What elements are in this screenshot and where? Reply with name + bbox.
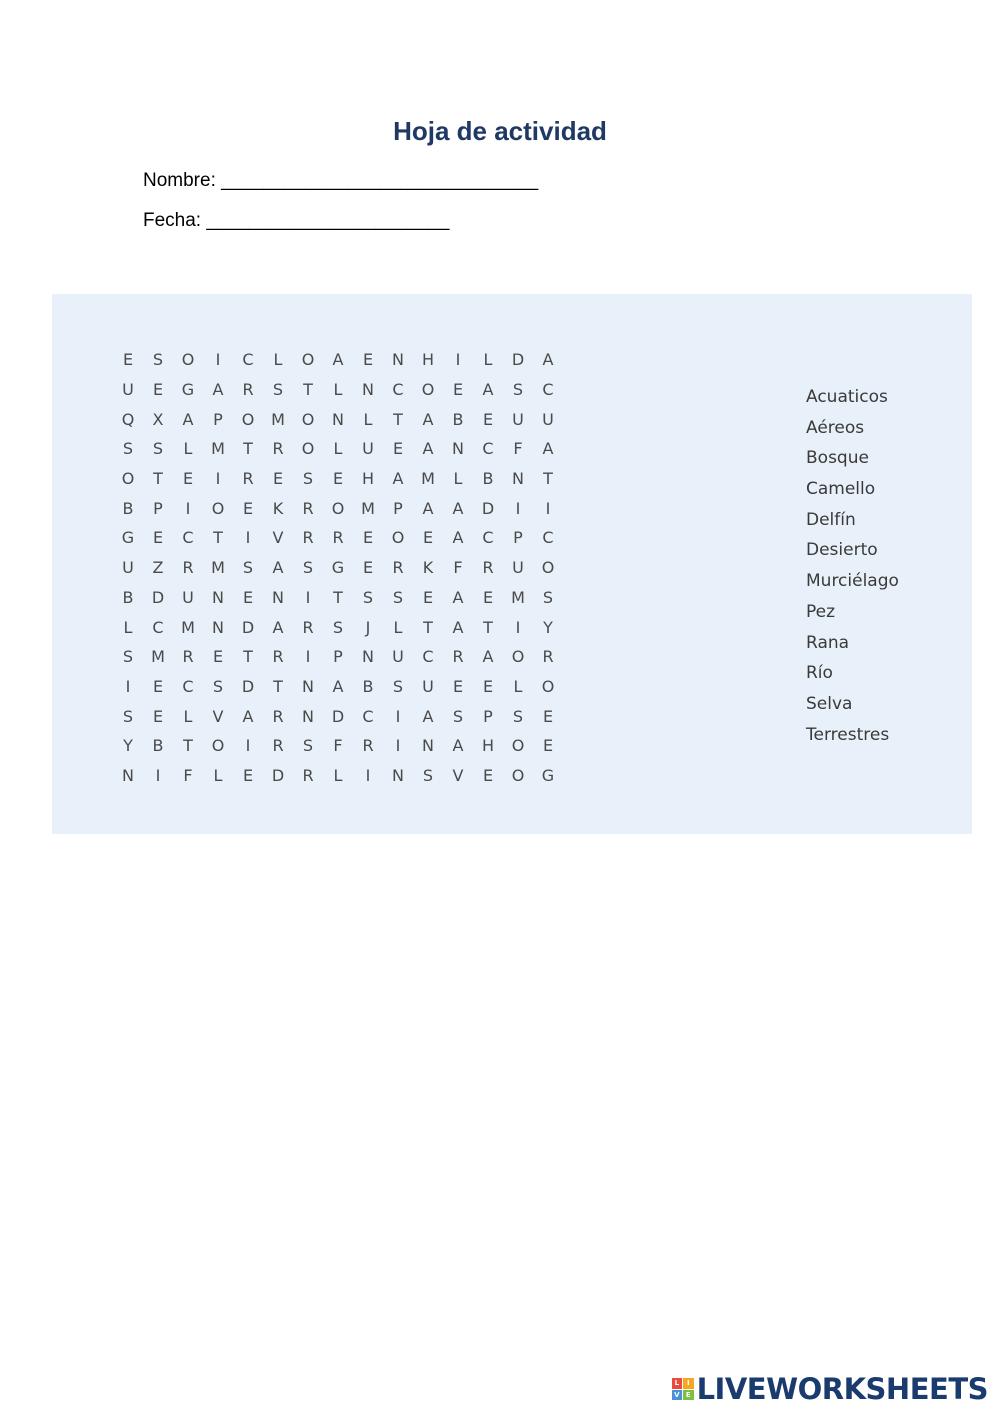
grid-cell[interactable]: Z bbox=[152, 558, 164, 578]
grid-cell[interactable]: C bbox=[392, 380, 404, 400]
grid-cell[interactable]: V bbox=[212, 706, 224, 726]
grid-cell[interactable]: C bbox=[422, 647, 434, 667]
grid-cell[interactable]: C bbox=[182, 676, 194, 696]
grid-cell[interactable]: M bbox=[421, 469, 435, 489]
grid-cell[interactable]: I bbox=[245, 736, 251, 756]
grid-cell[interactable]: S bbox=[392, 587, 404, 607]
grid-cell[interactable]: R bbox=[302, 617, 314, 637]
grid-cell[interactable]: C bbox=[182, 528, 194, 548]
grid-row bbox=[113, 375, 563, 405]
grid-cell[interactable]: U bbox=[122, 558, 134, 578]
grid-cell[interactable]: J bbox=[365, 617, 371, 637]
grid-cell[interactable]: L bbox=[213, 765, 223, 785]
grid-row bbox=[113, 523, 563, 553]
grid-cell[interactable]: C bbox=[152, 617, 164, 637]
grid-cell[interactable]: A bbox=[272, 617, 284, 637]
word-list-item: Bosque bbox=[806, 448, 869, 469]
grid-cell[interactable]: A bbox=[482, 647, 494, 667]
word-search-grid[interactable] bbox=[113, 345, 563, 790]
word-list-item: Río bbox=[806, 663, 833, 684]
grid-cell[interactable]: I bbox=[515, 617, 521, 637]
grid-cell[interactable]: A bbox=[542, 350, 554, 370]
word-list-item: Murciélago bbox=[806, 571, 899, 592]
grid-cell[interactable]: E bbox=[152, 528, 164, 548]
grid-row bbox=[113, 434, 563, 464]
grid-cell[interactable]: I bbox=[395, 706, 401, 726]
grid-cell[interactable]: A bbox=[422, 439, 434, 459]
grid-cell[interactable]: P bbox=[483, 706, 493, 726]
grid-cell[interactable]: O bbox=[181, 350, 195, 370]
grid-cell[interactable]: N bbox=[332, 409, 344, 429]
grid-cell[interactable]: S bbox=[242, 558, 254, 578]
grid-cell[interactable]: U bbox=[542, 409, 554, 429]
grid-cell[interactable]: O bbox=[211, 498, 225, 518]
grid-cell[interactable]: O bbox=[511, 765, 525, 785]
grid-cell[interactable]: F bbox=[333, 736, 343, 756]
grid-cell[interactable]: S bbox=[422, 765, 434, 785]
grid-cell[interactable]: B bbox=[122, 498, 134, 518]
grid-cell[interactable]: U bbox=[122, 380, 134, 400]
grid-cell[interactable]: I bbox=[215, 350, 221, 370]
grid-cell[interactable]: S bbox=[362, 587, 374, 607]
grid-cell[interactable]: E bbox=[542, 706, 554, 726]
grid-cell[interactable]: S bbox=[122, 647, 134, 667]
grid-cell[interactable]: E bbox=[152, 706, 164, 726]
grid-cell[interactable]: G bbox=[331, 558, 345, 578]
grid-cell[interactable]: I bbox=[155, 765, 161, 785]
grid-cell[interactable]: R bbox=[272, 647, 284, 667]
grid-cell[interactable]: A bbox=[452, 736, 464, 756]
grid-cell[interactable]: L bbox=[363, 409, 373, 429]
liveworksheets-logo-icon bbox=[672, 1378, 694, 1400]
grid-cell[interactable]: L bbox=[393, 617, 403, 637]
grid-cell[interactable]: B bbox=[122, 587, 134, 607]
grid-cell[interactable]: S bbox=[302, 558, 314, 578]
grid-cell[interactable]: C bbox=[362, 706, 374, 726]
grid-cell[interactable]: E bbox=[482, 409, 494, 429]
name-field[interactable]: Nombre: ______________________________ bbox=[143, 170, 539, 191]
grid-cell[interactable]: D bbox=[241, 676, 255, 696]
grid-cell[interactable]: B bbox=[362, 676, 374, 696]
grid-cell[interactable]: N bbox=[362, 380, 374, 400]
grid-cell[interactable]: O bbox=[541, 558, 555, 578]
grid-cell[interactable]: A bbox=[452, 617, 464, 637]
grid-row bbox=[113, 731, 563, 761]
grid-cell[interactable]: A bbox=[422, 706, 434, 726]
grid-cell[interactable]: M bbox=[211, 439, 225, 459]
grid-cell[interactable]: R bbox=[182, 558, 194, 578]
grid-cell[interactable]: E bbox=[122, 350, 134, 370]
grid-cell[interactable]: N bbox=[422, 736, 434, 756]
grid-row bbox=[113, 404, 563, 434]
grid-cell[interactable]: N bbox=[512, 469, 524, 489]
grid-cell[interactable]: L bbox=[483, 350, 493, 370]
word-list-item: Delfín bbox=[806, 509, 856, 530]
grid-cell[interactable]: N bbox=[392, 765, 404, 785]
grid-cell[interactable]: A bbox=[452, 528, 464, 548]
grid-cell[interactable]: H bbox=[481, 736, 495, 756]
grid-cell[interactable]: E bbox=[392, 439, 404, 459]
grid-cell[interactable]: M bbox=[211, 558, 225, 578]
grid-cell[interactable]: O bbox=[211, 736, 225, 756]
grid-cell[interactable]: C bbox=[542, 528, 554, 548]
grid-cell[interactable]: V bbox=[452, 765, 464, 785]
grid-row bbox=[113, 761, 563, 791]
grid-cell[interactable]: F bbox=[513, 439, 523, 459]
grid-cell[interactable]: S bbox=[272, 380, 284, 400]
word-list-item: Camello bbox=[806, 479, 876, 500]
grid-cell[interactable]: O bbox=[511, 647, 525, 667]
grid-cell[interactable]: E bbox=[422, 587, 434, 607]
grid-cell[interactable]: F bbox=[453, 558, 463, 578]
grid-cell[interactable]: I bbox=[545, 498, 551, 518]
grid-cell[interactable]: E bbox=[242, 765, 254, 785]
grid-cell[interactable]: R bbox=[272, 706, 284, 726]
grid-cell[interactable]: E bbox=[422, 528, 434, 548]
grid-cell[interactable]: A bbox=[212, 380, 224, 400]
logo-tile: E bbox=[683, 1390, 694, 1401]
word-list-item: Aéreos bbox=[806, 417, 865, 438]
word-list-item: Acuaticos bbox=[806, 387, 888, 407]
grid-cell[interactable]: B bbox=[152, 736, 164, 756]
grid-cell[interactable]: E bbox=[242, 498, 254, 518]
grid-cell[interactable]: N bbox=[302, 706, 314, 726]
grid-cell[interactable]: S bbox=[542, 587, 554, 607]
grid-cell[interactable]: S bbox=[392, 676, 404, 696]
grid-cell[interactable]: E bbox=[152, 676, 164, 696]
grid-cell[interactable]: N bbox=[362, 647, 374, 667]
grid-cell[interactable]: R bbox=[272, 736, 284, 756]
grid-cell[interactable]: S bbox=[122, 439, 134, 459]
grid-row bbox=[113, 493, 563, 523]
grid-cell[interactable]: O bbox=[541, 676, 555, 696]
grid-cell[interactable]: Y bbox=[543, 617, 553, 637]
grid-cell[interactable]: I bbox=[365, 765, 371, 785]
grid-cell[interactable]: L bbox=[333, 380, 343, 400]
grid-cell[interactable]: N bbox=[452, 439, 464, 459]
grid-cell[interactable]: U bbox=[422, 676, 434, 696]
grid-cell[interactable]: E bbox=[452, 380, 464, 400]
grid-row bbox=[113, 583, 563, 613]
grid-row bbox=[113, 553, 563, 583]
word-list-item: Pez bbox=[806, 601, 836, 622]
grid-cell[interactable]: F bbox=[183, 765, 193, 785]
page-title: Hoja de actividad bbox=[393, 116, 607, 146]
date-field[interactable]: Fecha: _______________________ bbox=[143, 210, 450, 231]
grid-cell[interactable]: R bbox=[182, 647, 194, 667]
grid-cell[interactable]: U bbox=[512, 409, 524, 429]
liveworksheets-brand bbox=[672, 1372, 988, 1406]
grid-cell[interactable]: O bbox=[241, 409, 255, 429]
grid-cell[interactable]: S bbox=[212, 676, 224, 696]
grid-row bbox=[113, 642, 563, 672]
logo-tile: V bbox=[672, 1390, 683, 1401]
grid-cell[interactable]: A bbox=[332, 676, 344, 696]
grid-cell[interactable]: I bbox=[215, 469, 221, 489]
grid-cell[interactable]: B bbox=[482, 469, 494, 489]
grid-cell[interactable]: T bbox=[483, 617, 493, 637]
grid-cell[interactable]: E bbox=[482, 587, 494, 607]
grid-cell[interactable]: I bbox=[305, 647, 311, 667]
grid-cell[interactable]: T bbox=[243, 647, 253, 667]
grid-cell[interactable]: R bbox=[272, 439, 284, 459]
grid-cell[interactable]: T bbox=[213, 528, 223, 548]
grid-cell[interactable]: D bbox=[241, 617, 255, 637]
grid-cell[interactable]: C bbox=[542, 380, 554, 400]
grid-cell[interactable]: S bbox=[452, 706, 464, 726]
word-list-item: Desierto bbox=[806, 540, 878, 561]
grid-cell[interactable]: D bbox=[331, 706, 345, 726]
grid-cell[interactable]: N bbox=[212, 617, 224, 637]
grid-cell[interactable]: O bbox=[301, 350, 315, 370]
grid-cell[interactable]: C bbox=[242, 350, 254, 370]
grid-cell[interactable]: S bbox=[512, 380, 524, 400]
grid-cell[interactable]: K bbox=[422, 558, 434, 578]
grid-cell[interactable]: P bbox=[513, 528, 523, 548]
grid-cell[interactable]: E bbox=[542, 736, 554, 756]
grid-cell[interactable]: E bbox=[152, 380, 164, 400]
grid-cell[interactable]: N bbox=[392, 350, 404, 370]
grid-cell[interactable]: M bbox=[361, 498, 375, 518]
grid-cell[interactable]: C bbox=[482, 439, 494, 459]
grid-cell[interactable]: R bbox=[392, 558, 404, 578]
grid-cell[interactable]: D bbox=[481, 498, 495, 518]
grid-cell[interactable]: E bbox=[362, 350, 374, 370]
grid-cell[interactable]: I bbox=[125, 676, 131, 696]
grid-row bbox=[113, 701, 563, 731]
logo-tile: I bbox=[683, 1378, 694, 1389]
grid-cell[interactable]: R bbox=[242, 380, 254, 400]
grid-cell[interactable]: H bbox=[361, 469, 375, 489]
grid-cell[interactable]: X bbox=[152, 409, 164, 429]
grid-cell[interactable]: R bbox=[482, 558, 494, 578]
grid-cell[interactable]: R bbox=[242, 469, 254, 489]
grid-cell[interactable]: T bbox=[303, 380, 313, 400]
grid-cell[interactable]: B bbox=[452, 409, 464, 429]
grid-cell[interactable]: M bbox=[271, 409, 285, 429]
grid-cell[interactable]: A bbox=[542, 439, 554, 459]
grid-cell[interactable]: S bbox=[152, 350, 164, 370]
grid-cell[interactable]: L bbox=[333, 765, 343, 785]
grid-cell[interactable]: R bbox=[302, 765, 314, 785]
grid-cell[interactable]: G bbox=[181, 380, 195, 400]
grid-cell[interactable]: L bbox=[513, 676, 523, 696]
grid-cell[interactable]: O bbox=[391, 528, 405, 548]
logo-tile: L bbox=[672, 1378, 683, 1389]
grid-cell[interactable]: P bbox=[393, 498, 403, 518]
word-list-item: Rana bbox=[806, 632, 850, 653]
grid-cell[interactable]: T bbox=[423, 617, 433, 637]
grid-cell[interactable]: A bbox=[482, 380, 494, 400]
grid-cell[interactable]: E bbox=[482, 765, 494, 785]
grid-cell[interactable]: O bbox=[421, 380, 435, 400]
word-list bbox=[806, 382, 899, 750]
grid-cell[interactable]: A bbox=[452, 587, 464, 607]
grid-cell[interactable]: G bbox=[541, 765, 555, 785]
grid-cell[interactable]: U bbox=[392, 647, 404, 667]
grid-cell[interactable]: E bbox=[182, 469, 194, 489]
grid-cell[interactable]: N bbox=[302, 676, 314, 696]
grid-cell[interactable]: T bbox=[153, 469, 163, 489]
grid-cell[interactable]: G bbox=[121, 528, 135, 548]
grid-row bbox=[113, 464, 563, 494]
grid-cell[interactable]: T bbox=[273, 676, 283, 696]
grid-cell[interactable]: O bbox=[301, 409, 315, 429]
grid-cell[interactable]: N bbox=[122, 765, 134, 785]
grid-cell[interactable]: I bbox=[515, 498, 521, 518]
grid-cell[interactable]: O bbox=[331, 498, 345, 518]
grid-cell[interactable]: A bbox=[272, 558, 284, 578]
grid-cell[interactable]: E bbox=[362, 558, 374, 578]
grid-cell[interactable]: U bbox=[362, 439, 374, 459]
grid-cell[interactable]: R bbox=[362, 736, 374, 756]
grid-cell[interactable]: E bbox=[242, 587, 254, 607]
grid-cell[interactable]: S bbox=[332, 617, 344, 637]
grid-cell[interactable]: S bbox=[302, 469, 314, 489]
grid-cell[interactable]: P bbox=[333, 647, 343, 667]
grid-cell[interactable]: R bbox=[542, 647, 554, 667]
word-list-item: Selva bbox=[806, 693, 853, 714]
grid-cell[interactable]: O bbox=[121, 469, 135, 489]
grid-cell[interactable]: Q bbox=[121, 409, 135, 429]
grid-cell[interactable]: S bbox=[152, 439, 164, 459]
grid-cell[interactable]: I bbox=[245, 528, 251, 548]
grid-cell[interactable]: T bbox=[183, 736, 193, 756]
grid-cell[interactable]: T bbox=[243, 439, 253, 459]
grid-cell[interactable]: A bbox=[422, 498, 434, 518]
grid-cell[interactable]: L bbox=[273, 350, 283, 370]
grid-cell[interactable]: A bbox=[242, 706, 254, 726]
grid-cell[interactable]: D bbox=[151, 587, 165, 607]
grid-cell[interactable]: P bbox=[153, 498, 163, 518]
grid-cell[interactable]: I bbox=[395, 736, 401, 756]
grid-cell[interactable]: R bbox=[302, 528, 314, 548]
grid-cell[interactable]: E bbox=[272, 469, 284, 489]
grid-cell[interactable]: I bbox=[305, 587, 311, 607]
grid-row bbox=[113, 672, 563, 702]
grid-cell[interactable]: A bbox=[392, 469, 404, 489]
grid-cell[interactable]: O bbox=[511, 736, 525, 756]
grid-cell[interactable]: I bbox=[185, 498, 191, 518]
grid-cell[interactable]: P bbox=[213, 409, 223, 429]
grid-cell[interactable]: D bbox=[271, 765, 285, 785]
grid-cell[interactable]: I bbox=[455, 350, 461, 370]
grid-cell[interactable]: S bbox=[122, 706, 134, 726]
grid-cell[interactable]: U bbox=[182, 587, 194, 607]
grid-cell[interactable]: D bbox=[511, 350, 525, 370]
grid-cell[interactable]: R bbox=[452, 647, 464, 667]
grid-cell[interactable]: M bbox=[151, 647, 165, 667]
grid-cell[interactable]: C bbox=[482, 528, 494, 548]
grid-cell[interactable]: E bbox=[452, 676, 464, 696]
grid-cell[interactable]: T bbox=[333, 587, 343, 607]
grid-cell[interactable]: E bbox=[212, 647, 224, 667]
grid-cell[interactable]: M bbox=[511, 587, 525, 607]
grid-cell[interactable]: L bbox=[183, 439, 193, 459]
brand-text: LIVEWORKSHEETS bbox=[696, 1372, 988, 1406]
grid-row bbox=[113, 612, 563, 642]
grid-cell[interactable]: E bbox=[482, 676, 494, 696]
grid-cell[interactable]: E bbox=[332, 469, 344, 489]
grid-cell[interactable]: H bbox=[421, 350, 435, 370]
grid-cell[interactable]: O bbox=[301, 439, 315, 459]
grid-cell[interactable]: A bbox=[422, 409, 434, 429]
grid-cell[interactable]: S bbox=[512, 706, 524, 726]
grid-cell[interactable]: T bbox=[543, 469, 553, 489]
grid-row bbox=[113, 345, 563, 375]
grid-cell[interactable]: A bbox=[182, 409, 194, 429]
word-list-item: Terrestres bbox=[806, 724, 890, 745]
grid-cell[interactable]: S bbox=[302, 736, 314, 756]
grid-cell[interactable]: R bbox=[332, 528, 344, 548]
grid-cell[interactable]: N bbox=[212, 587, 224, 607]
grid-cell[interactable]: Y bbox=[123, 736, 133, 756]
grid-cell[interactable]: L bbox=[333, 439, 343, 459]
grid-cell[interactable]: L bbox=[123, 617, 133, 637]
grid-cell[interactable]: M bbox=[181, 617, 195, 637]
grid-cell[interactable]: K bbox=[272, 498, 284, 518]
grid-cell[interactable]: L bbox=[183, 706, 193, 726]
grid-cell[interactable]: T bbox=[393, 409, 403, 429]
grid-cell[interactable]: A bbox=[452, 498, 464, 518]
grid-cell[interactable]: N bbox=[272, 587, 284, 607]
grid-cell[interactable]: L bbox=[453, 469, 463, 489]
grid-cell[interactable]: R bbox=[302, 498, 314, 518]
grid-cell[interactable]: U bbox=[512, 558, 524, 578]
grid-cell[interactable]: V bbox=[272, 528, 284, 548]
grid-cell[interactable]: A bbox=[332, 350, 344, 370]
grid-cell[interactable]: E bbox=[362, 528, 374, 548]
